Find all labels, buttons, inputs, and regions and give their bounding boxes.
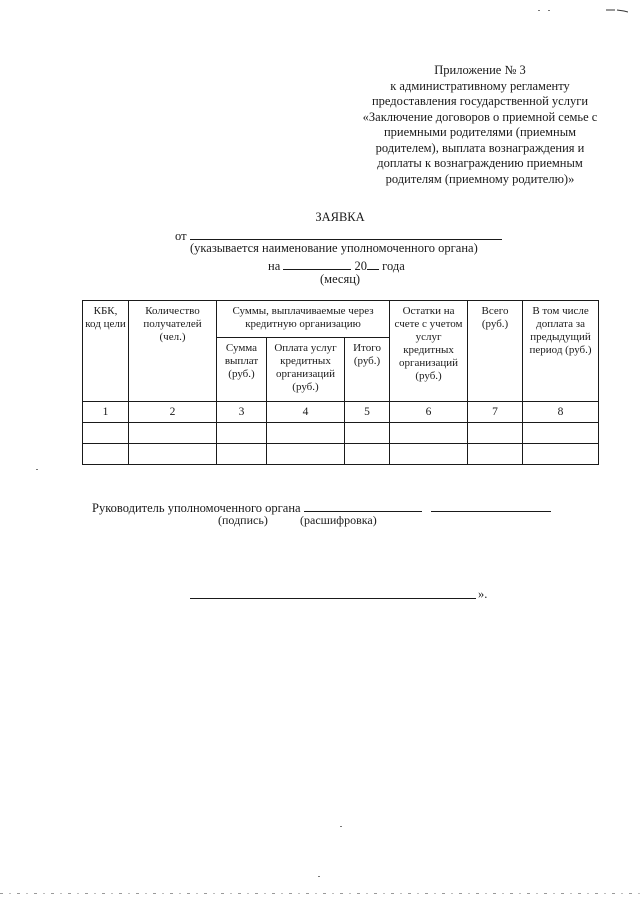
column-number: 3 <box>217 402 267 423</box>
appendix-line: предоставления государственной услуги <box>371 94 589 108</box>
scan-speck <box>548 10 550 11</box>
table-cell[interactable] <box>390 423 468 444</box>
decode-hint: (расшифровка) <box>300 513 377 527</box>
column-number: 5 <box>345 402 390 423</box>
from-hint: (указывается наименование уполномоченного органа) <box>190 241 478 255</box>
header-subtotal: Итого (руб.) <box>345 338 390 402</box>
table-row <box>83 423 599 444</box>
appendix-line: доплаты к вознаграждению приемным <box>377 156 583 170</box>
year-prefix: 20 <box>354 259 367 273</box>
header-prev-period: В том числе доплата за предыдущий период (руб.) <box>523 301 599 402</box>
appendix-line: приемными родителями (приемным <box>383 125 577 139</box>
column-number: 4 <box>267 402 345 423</box>
appendix-line: родителем), выплата вознаграждения и <box>375 140 585 155</box>
appendix-header <box>330 63 630 187</box>
column-number: 2 <box>129 402 217 423</box>
scan-speck <box>36 469 38 470</box>
table-cell[interactable] <box>468 423 523 444</box>
closing-quote: ». <box>478 587 488 601</box>
scan-edge-dots <box>0 893 640 894</box>
table-cell[interactable] <box>523 423 599 444</box>
table-cell[interactable] <box>345 444 390 465</box>
on-prefix: на <box>268 259 281 273</box>
header-sum-payments: Сумма выплат (руб.) <box>217 338 267 402</box>
payment-request-table <box>82 300 599 465</box>
header-sums-group: Суммы, выплачиваемые через кредитную организацию <box>217 301 390 338</box>
column-number: 1 <box>83 402 129 423</box>
table-cell[interactable] <box>217 423 267 444</box>
appendix-line: родителям (приемному родителю)» <box>385 171 575 186</box>
appendix-line: к административному регламенту <box>390 78 570 93</box>
column-number: 8 <box>523 402 599 423</box>
header-bank-fees: Оплата услуг кредитных организаций (руб.) <box>267 338 345 402</box>
scan-speck <box>318 876 320 877</box>
table-cell[interactable] <box>345 423 390 444</box>
header-kbk: КБК, код цели <box>83 301 129 402</box>
signature-field[interactable] <box>304 499 422 512</box>
signature-label: Руководитель уполномоченного органа <box>92 501 301 515</box>
table-cell[interactable] <box>217 444 267 465</box>
closing-line <box>190 598 476 599</box>
year-suffix: года <box>382 259 405 273</box>
table-cell[interactable] <box>83 444 129 465</box>
table-cell[interactable] <box>129 444 217 465</box>
table-cell[interactable] <box>390 444 468 465</box>
month-hint: (месяц) <box>320 272 361 286</box>
from-prefix: от <box>175 229 187 243</box>
authority-name-field[interactable] <box>190 227 502 240</box>
corner-scan-mark <box>606 9 628 13</box>
table-cell[interactable] <box>129 423 217 444</box>
table-cell[interactable] <box>267 444 345 465</box>
year-field[interactable] <box>367 257 379 270</box>
table-cell[interactable] <box>83 423 129 444</box>
column-number: 7 <box>468 402 523 423</box>
scan-speck <box>538 10 540 11</box>
scan-speck <box>340 826 342 827</box>
table-cell[interactable] <box>523 444 599 465</box>
table-header-row <box>83 301 599 338</box>
header-balance: Остатки на счете с учетом услуг кредитных организаций (руб.) <box>390 301 468 402</box>
table-cell[interactable] <box>267 423 345 444</box>
sign-hint: (подпись) <box>218 513 268 527</box>
column-number-row <box>83 402 599 423</box>
table-row <box>83 444 599 465</box>
appendix-line: Приложение № 3 <box>434 63 526 77</box>
appendix-line: «Заключение договоров о приемной семье с <box>362 109 598 124</box>
column-number: 6 <box>390 402 468 423</box>
signature-decode-field[interactable] <box>431 499 551 512</box>
month-field[interactable] <box>283 257 351 270</box>
table-cell[interactable] <box>468 444 523 465</box>
header-recipients: Количество получателей (чел.) <box>129 301 217 402</box>
form-title: ЗАЯВКА <box>315 210 365 224</box>
header-total: Всего (руб.) <box>468 301 523 402</box>
